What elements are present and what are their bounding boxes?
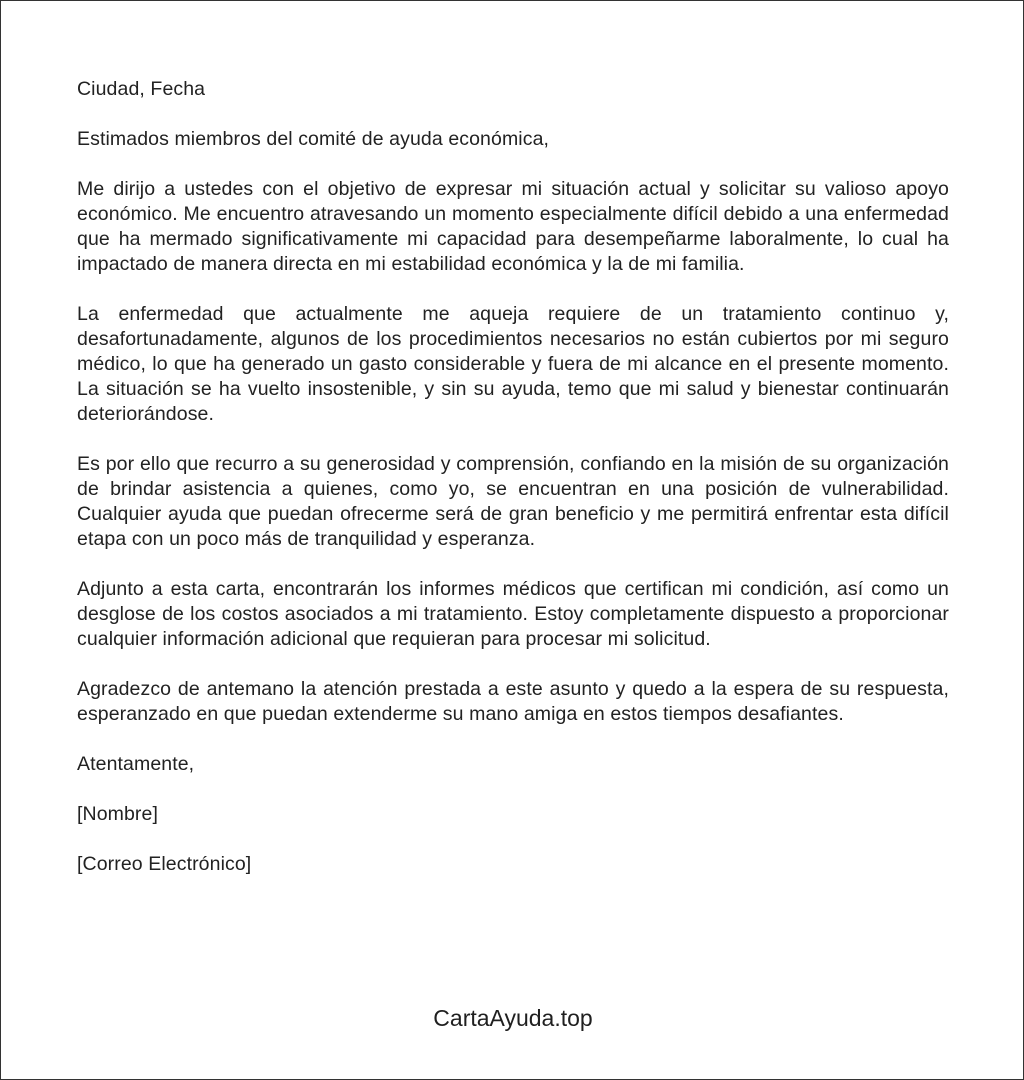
paragraph-2: La enfermedad que actualmente me aqueja requiere de un tratamiento continuo y, desafortunadamente, algunos de los procedimientos necesarios no están cubiertos por mi seguro médico, lo que ha generado un gasto considerable y fuera de mi alcance en el presente momento. La situación se ha vuelto insostenible, y sin su ayuda, temo que mi salud y bienestar continuarán deteriorándose. (77, 303, 949, 425)
paragraph-3: Es por ello que recurro a su generosidad y comprensión, confiando en la misión de su organización de brindar asistencia a quienes, como yo, se encuentran en una posición de vulnerabilidad. Cualquier ayuda que puedan ofrecerme será de gran beneficio y me permitirá enfrentar esta difícil etapa con un poco más de tranquilidad y esperanza. (77, 453, 949, 550)
paragraph-5: Agradezco de antemano la atención prestada a este asunto y quedo a la espera de su respuesta, esperanzado en que puedan extenderme su mano amiga en estos tiempos desafiantes. (77, 678, 949, 725)
paragraph-1: Me dirijo a ustedes con el objetivo de expresar mi situación actual y solicitar su valioso apoyo económico. Me encuentro atravesando un momento especialmente difícil debido a una enfermedad que ha mermado significativamente mi capacidad para desempeñarme laboralmente, lo cual ha impactado de manera directa en mi estabilidad económica y la de mi familia. (77, 178, 949, 275)
place-date: Ciudad, Fecha (77, 78, 206, 100)
signature-name: [Nombre] (77, 803, 158, 825)
paragraph-4: Adjunto a esta carta, encontrarán los informes médicos que certifican mi condición, así como un desglose de los costos asociados a mi tratamiento. Estoy completamente dispuesto a proporcionar cualquier información adicional que requieran para procesar mi solicitud. (77, 578, 949, 650)
signature-email: [Correo Electrónico] (77, 853, 252, 875)
closing: Atentamente, (77, 753, 195, 775)
site-footer: CartaAyuda.top (433, 1005, 593, 1031)
letter-body (77, 77, 949, 902)
salutation: Estimados miembros del comité de ayuda económica, (77, 128, 550, 150)
